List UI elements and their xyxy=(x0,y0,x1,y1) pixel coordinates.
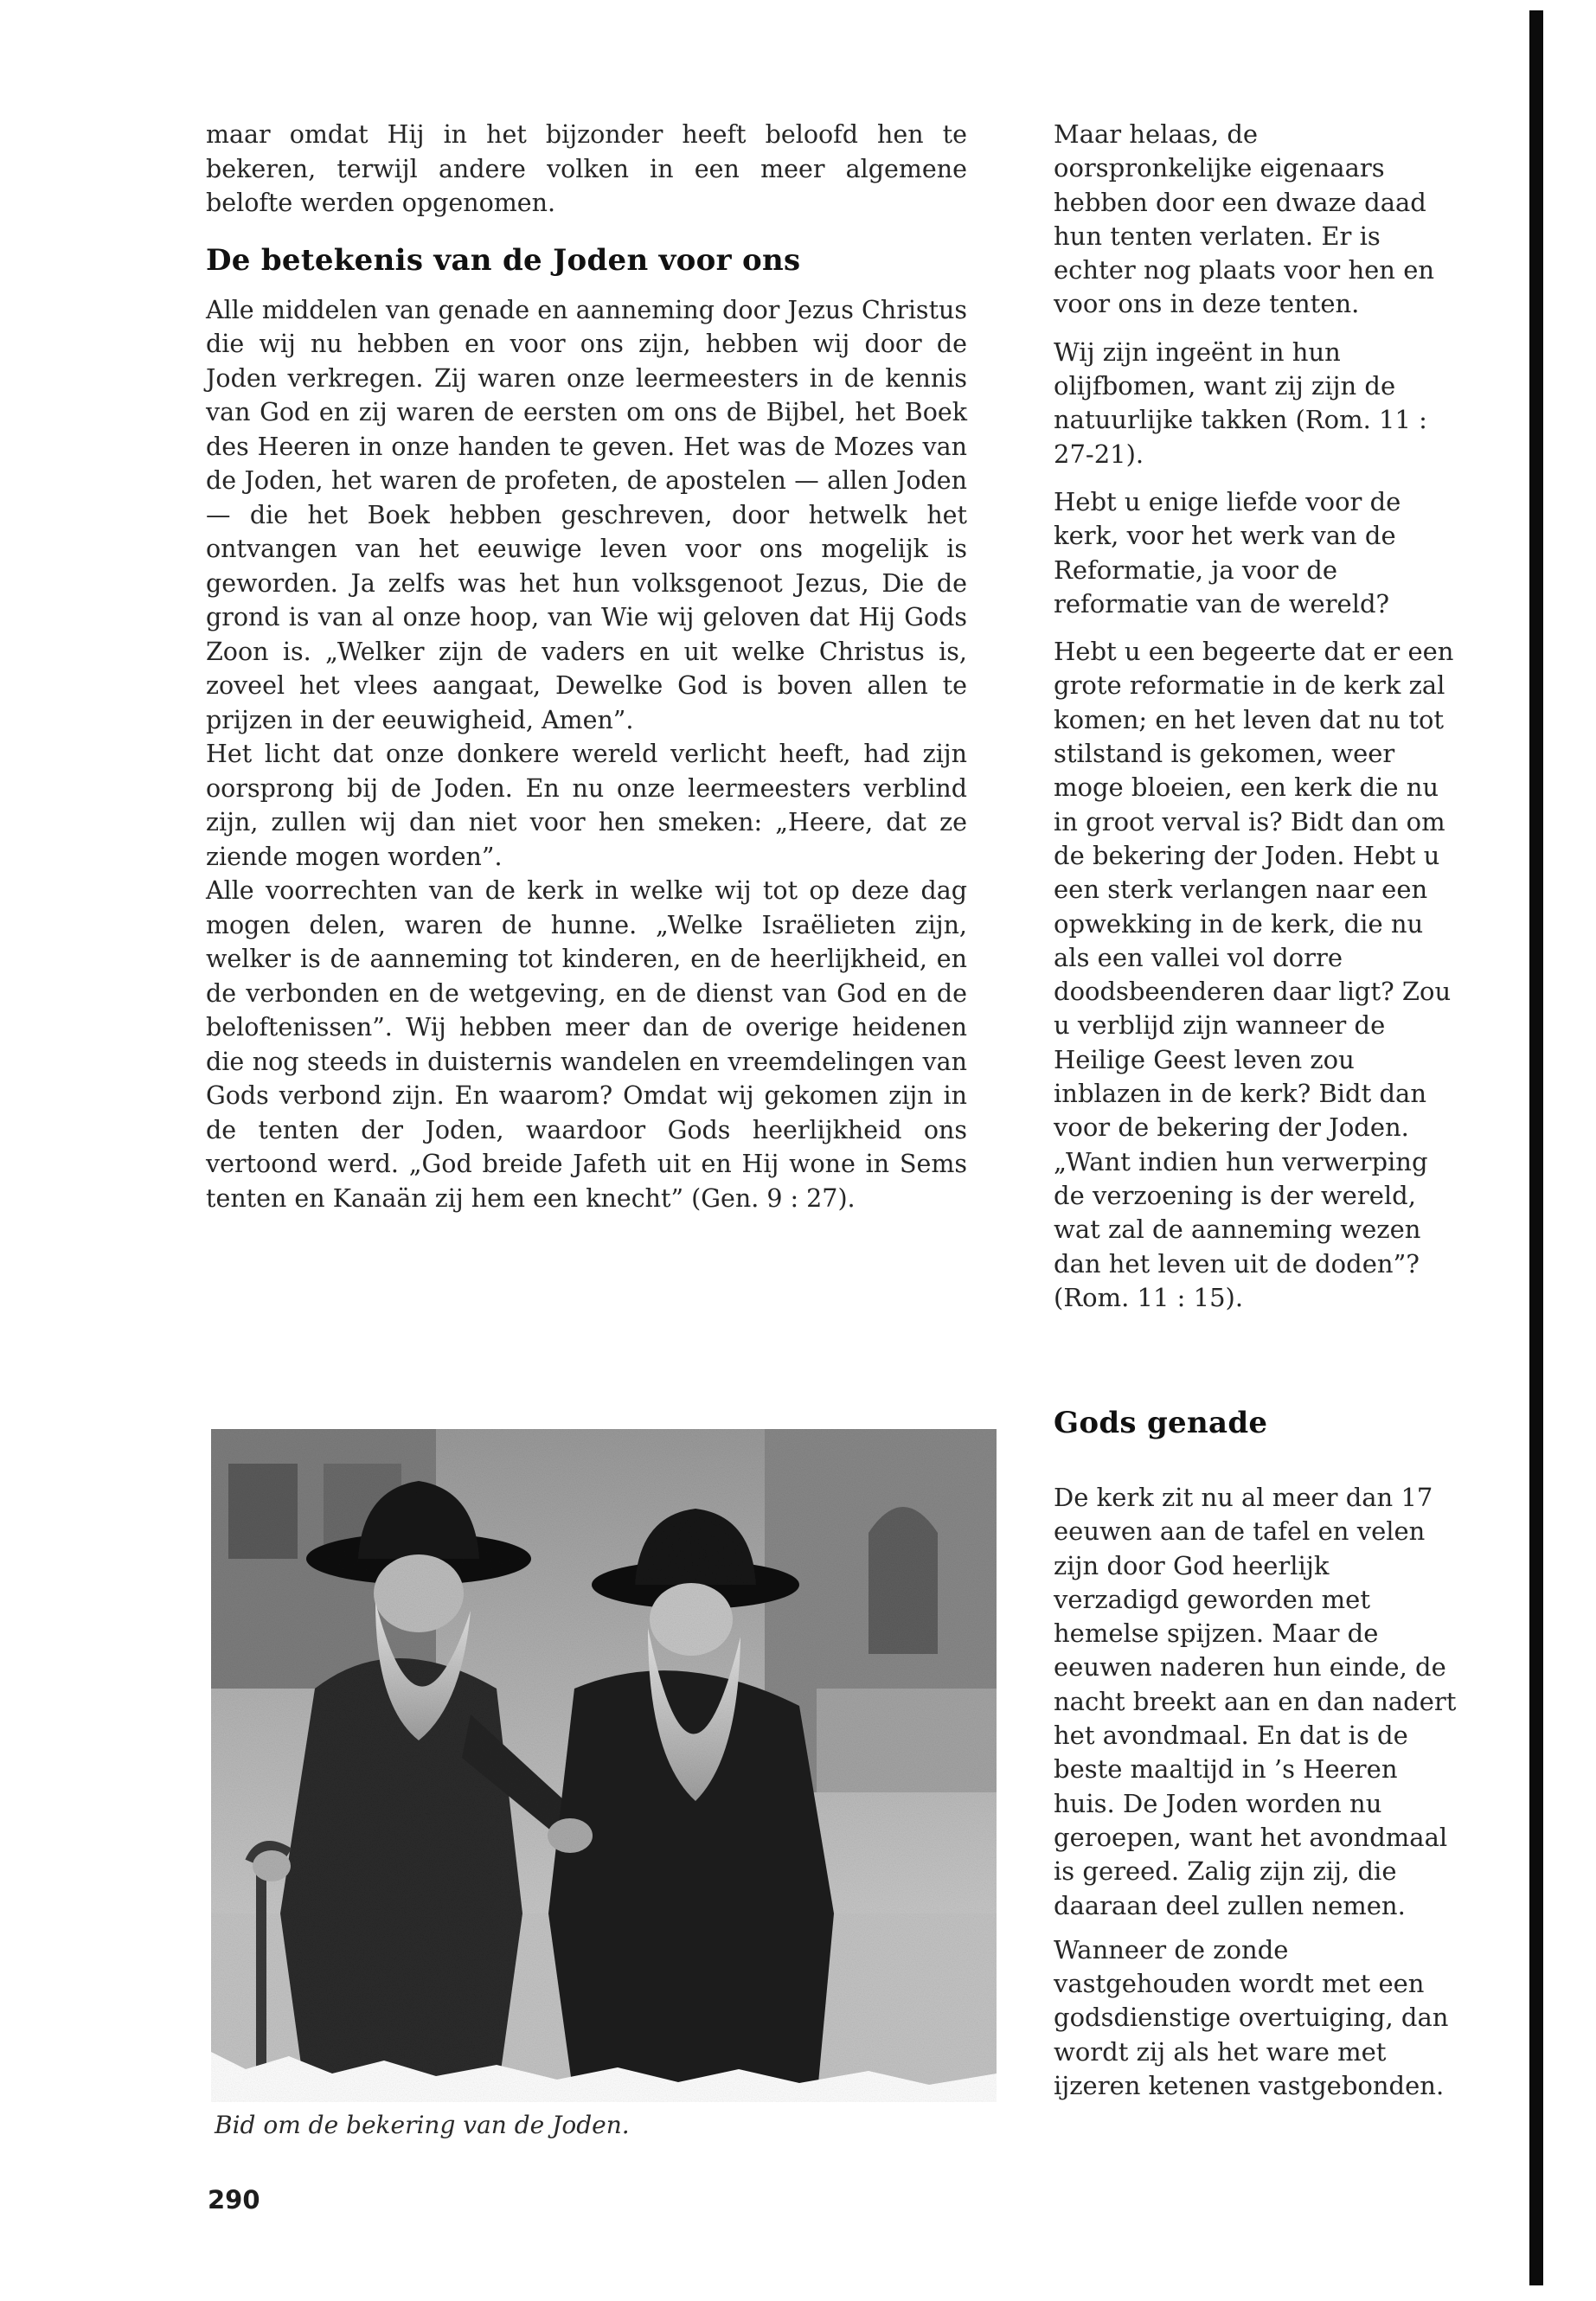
paragraph-intro: maar omdat Hij in het bijzonder heeft beloofd hen te bekeren, terwijl andere volken in een meer algemene belofte werden opgenomen. xyxy=(206,120,967,217)
paragraph: Alle voorrechten van de kerk in welke wij tot op deze dag mogen delen, waren de hunne. „Welke Israëlieten zijn, welker is de aanneming tot kinderen, en de heerlijkheid, en de verbonden en de wetgeving, en de dienst van God en de beloftenissen”. Wij hebben meer dan de overige heidenen die nog steeds in duisternis wandelen en vreemdelingen van Gods verbond zijn. En waarom? Omdat wij gekomen zijn in de tenten der Joden, waardoor Gods heerlijkheid ons vertoond werd. „God breide Jafeth uit en Hij wone in Sems tenten en Kanaän zij hem een knecht” (Gen. 9 : 27). xyxy=(206,876,967,1213)
section-heading-gods-genade: Gods genade xyxy=(1054,1406,1268,1440)
paragraph: Alle middelen van genade en aanneming door Jezus Christus die wij nu hebben en voor ons zijn, hebben wij door de Joden verkregen. Zij waren onze leermeesters in de kennis van God en zij waren de eersten om ons de Bijbel, het Boek des Heeren in onze handen te geven. Het was de Mozes van de Joden, het waren de profeten, de apostelen — allen Joden — die het Boek hebben geschreven, door hetwelk het ontvangen van het eeuwige leven voor ons mogelijk is geworden. Ja zelfs was het hun volksgenoot Jezus, Die de grond is van al onze hoop, van Wie wij geloven dat Hij Gods Zoon is. „Welker zijn de vaders en uit welke Christus is, zoveel het vlees aangaat, Dewelke God is boven allen te prijzen in der eeuwigheid, Amen”. xyxy=(206,295,967,734)
paragraph: Het licht dat onze donkere wereld verlicht heeft, had zijn oorsprong bij de Joden. En nu onze leermeesters verblind zijn, zullen wij dan niet voor hen smeken: „Heere, dat ze ziende mogen worden”. xyxy=(206,740,967,871)
left-column xyxy=(206,118,967,1215)
photo-caption: Bid om de bekering van de Joden. xyxy=(215,2111,630,2139)
paragraph: Wanneer de zonde vastgehouden wordt met een godsdienstige overtuiging, dan wordt zij als het ware met ijzeren ketenen vastgebonden. xyxy=(1054,1934,1449,2101)
paragraph: De kerk zit nu al meer dan 17 eeuwen aan de tafel en velen zijn door God heerlijk verzadigd geworden met hemelse spijzen. Maar de eeuwen naderen hun einde, de nacht breekt aan en dan nadert het avondmaal. En dat is de beste maaltijd in ’s Heeren huis. De Joden worden nu geroepen, want het avondmaal is gereed. Zalig zijn zij, die daaraan deel zullen nemen. xyxy=(1054,1483,1457,1920)
paragraph: Maar helaas, de oorspronkelijke eigenaars hebben door een dwaze daad hun tenten verlaten. Er is echter nog plaats voor hen en voor ons in deze tenten. xyxy=(1054,119,1435,319)
page-number: 290 xyxy=(208,2185,260,2214)
scan-edge-bar xyxy=(1529,10,1543,2285)
right-column-lower xyxy=(1054,1481,1458,2103)
photo-two-men xyxy=(211,1429,997,2102)
paragraph: Wij zijn ingeënt in hun olijfbomen, want zij zijn de natuurlijke takken (Rom. 11 : 27-21). xyxy=(1054,336,1427,469)
paragraph: Hebt u een begeerte dat er een grote reformatie in de kerk zal komen; en het leven dat nu tot stilstand is gekomen, weer moge bloeien, een kerk die nu in groot verval is? Bidt dan om de bekering der Joden. Hebt u een sterk verlangen naar een opwekking in de kerk, die nu als een vallei vol dorre doodsbeenderen daar ligt? Zou u verblijd zijn wanneer de Heilige Geest leven zou inblazen in de kerk? Bidt dan voor de bekering der Joden. „Want indien hun verwerping de verzoening is der wereld, wat zal de aanneming wezen dan het leven uit de doden”? (Rom. 11 : 15). xyxy=(1054,637,1454,1312)
section-heading-betekenis: De betekenis van de Joden voor ons xyxy=(206,242,801,278)
paragraph: Hebt u enige liefde voor de kerk, voor het werk van de Reformatie, ja voor de reformatie van de wereld? xyxy=(1054,486,1401,619)
right-column xyxy=(1054,118,1458,1329)
